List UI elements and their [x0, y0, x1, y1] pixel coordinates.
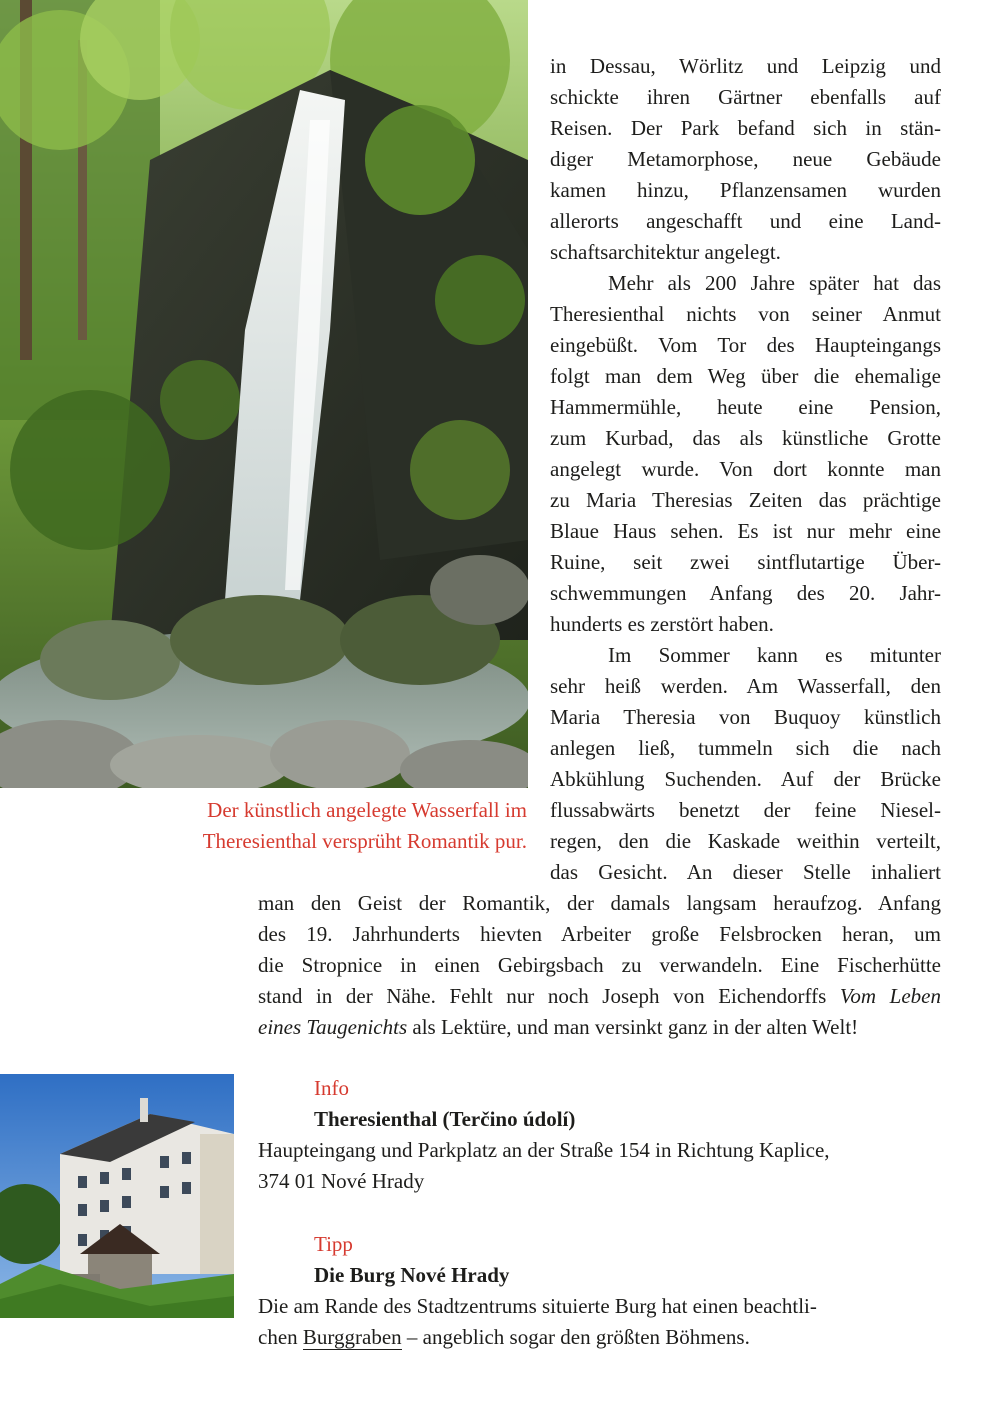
body-line: Im Sommer kann es mitunter	[608, 643, 941, 667]
body-line: Blaue Haus sehen. Es ist nur mehr eine	[550, 519, 941, 543]
castle-photo	[0, 1074, 234, 1318]
body-line: Reisen. Der Park befand sich in stän-	[550, 116, 941, 140]
body-line: man den Geist der Romantik, der damals langsam heraufzog. Anfang	[258, 891, 941, 915]
tipp-text-rest: – angeblich sogar den größten Böhmens.	[401, 1325, 750, 1349]
body-line: anlegen ließ, tummeln sich die nach	[550, 736, 941, 760]
info-address: 374 01 Nové Hrady	[258, 1169, 425, 1193]
body-line: schwemmungen Anfang des 20. Jahr-	[550, 581, 941, 605]
body-line: folgt man dem Weg über die ehemalige	[550, 364, 941, 388]
info-address: Haupteingang und Parkplatz an der Straße 154 in Richtung Kaplice,	[258, 1138, 830, 1162]
body-line: schickte ihren Gärtner ebenfalls auf	[550, 85, 941, 109]
tipp-text: Die am Rande des Stadtzentrums situierte Burg hat einen beachtli-	[258, 1294, 817, 1318]
body-line: regen, den die Kaskade weithin verteilt,	[550, 829, 941, 853]
tipp-text-start: chen	[258, 1325, 303, 1349]
body-line: sehr heiß werden. Am Wasserfall, den	[550, 674, 941, 698]
body-line	[258, 981, 941, 1012]
photo-caption: Theresienthal versprüht Romantik pur.	[202, 829, 527, 853]
body-line: des 19. Jahrhunderts hievten Arbeiter große Felsbrocken heran, um	[258, 922, 941, 946]
body-line: kamen hinzu, Pflanzensamen wurden	[550, 178, 941, 202]
body-line: flussabwärts benetzt der feine Niesel-	[550, 798, 941, 822]
photo-caption: Der künstlich angelegte Wasserfall im	[207, 798, 527, 822]
waterfall-photo	[0, 0, 528, 788]
body-line: angelegt wurde. Von dort konnte man	[550, 457, 941, 481]
body-line	[258, 1012, 941, 1043]
body-line: diger Metamorphose, neue Gebäude	[550, 147, 941, 171]
tipp-title: Die Burg Nové Hrady	[314, 1263, 510, 1287]
info-heading: Info	[314, 1076, 349, 1100]
body-line: eingebüßt. Vom Tor des Haupteingangs	[550, 333, 941, 357]
tipp-heading: Tipp	[314, 1232, 353, 1256]
body-line: Hammermühle, heute eine Pension,	[550, 395, 941, 419]
body-text: stand in der Nähe. Fehlt nur noch Joseph von Eichendorffs	[258, 984, 827, 1008]
body-line: allerorts angeschafft und eine Land-	[550, 209, 941, 233]
book-title: eines Taugenichts	[258, 1015, 408, 1039]
burggraben-link[interactable]: Burggraben	[302, 1325, 402, 1349]
body-line: Ruine, seit zwei sintflutartige Über-	[550, 550, 941, 574]
body-line: in Dessau, Wörlitz und Leipzig und	[550, 54, 941, 78]
body-line: hunderts es zerstört haben.	[550, 612, 774, 636]
body-line: Abkühlung Suchenden. Auf der Brücke	[550, 767, 941, 791]
body-line: schaftsarchitektur angelegt.	[550, 240, 781, 264]
body-line: Maria Theresia von Buquoy künstlich	[550, 705, 941, 729]
body-line: zum Kurbad, das als künstliche Grotte	[550, 426, 941, 450]
body-text: als Lektüre, und man versinkt ganz in der alten Welt!	[407, 1015, 859, 1039]
body-line: zu Maria Theresias Zeiten das prächtige	[550, 488, 941, 512]
body-line: Theresienthal nichts von seiner Anmut	[550, 302, 941, 326]
body-line: Mehr als 200 Jahre später hat das	[608, 271, 941, 295]
body-line: die Stropnice in einen Gebirgsbach zu verwandeln. Eine Fischerhütte	[258, 953, 941, 977]
book-title: Vom Leben	[839, 984, 942, 1008]
info-title: Theresienthal (Terčino údolí)	[314, 1107, 576, 1131]
body-line: das Gesicht. An dieser Stelle inhaliert	[550, 860, 941, 884]
tipp-text	[258, 1322, 750, 1353]
